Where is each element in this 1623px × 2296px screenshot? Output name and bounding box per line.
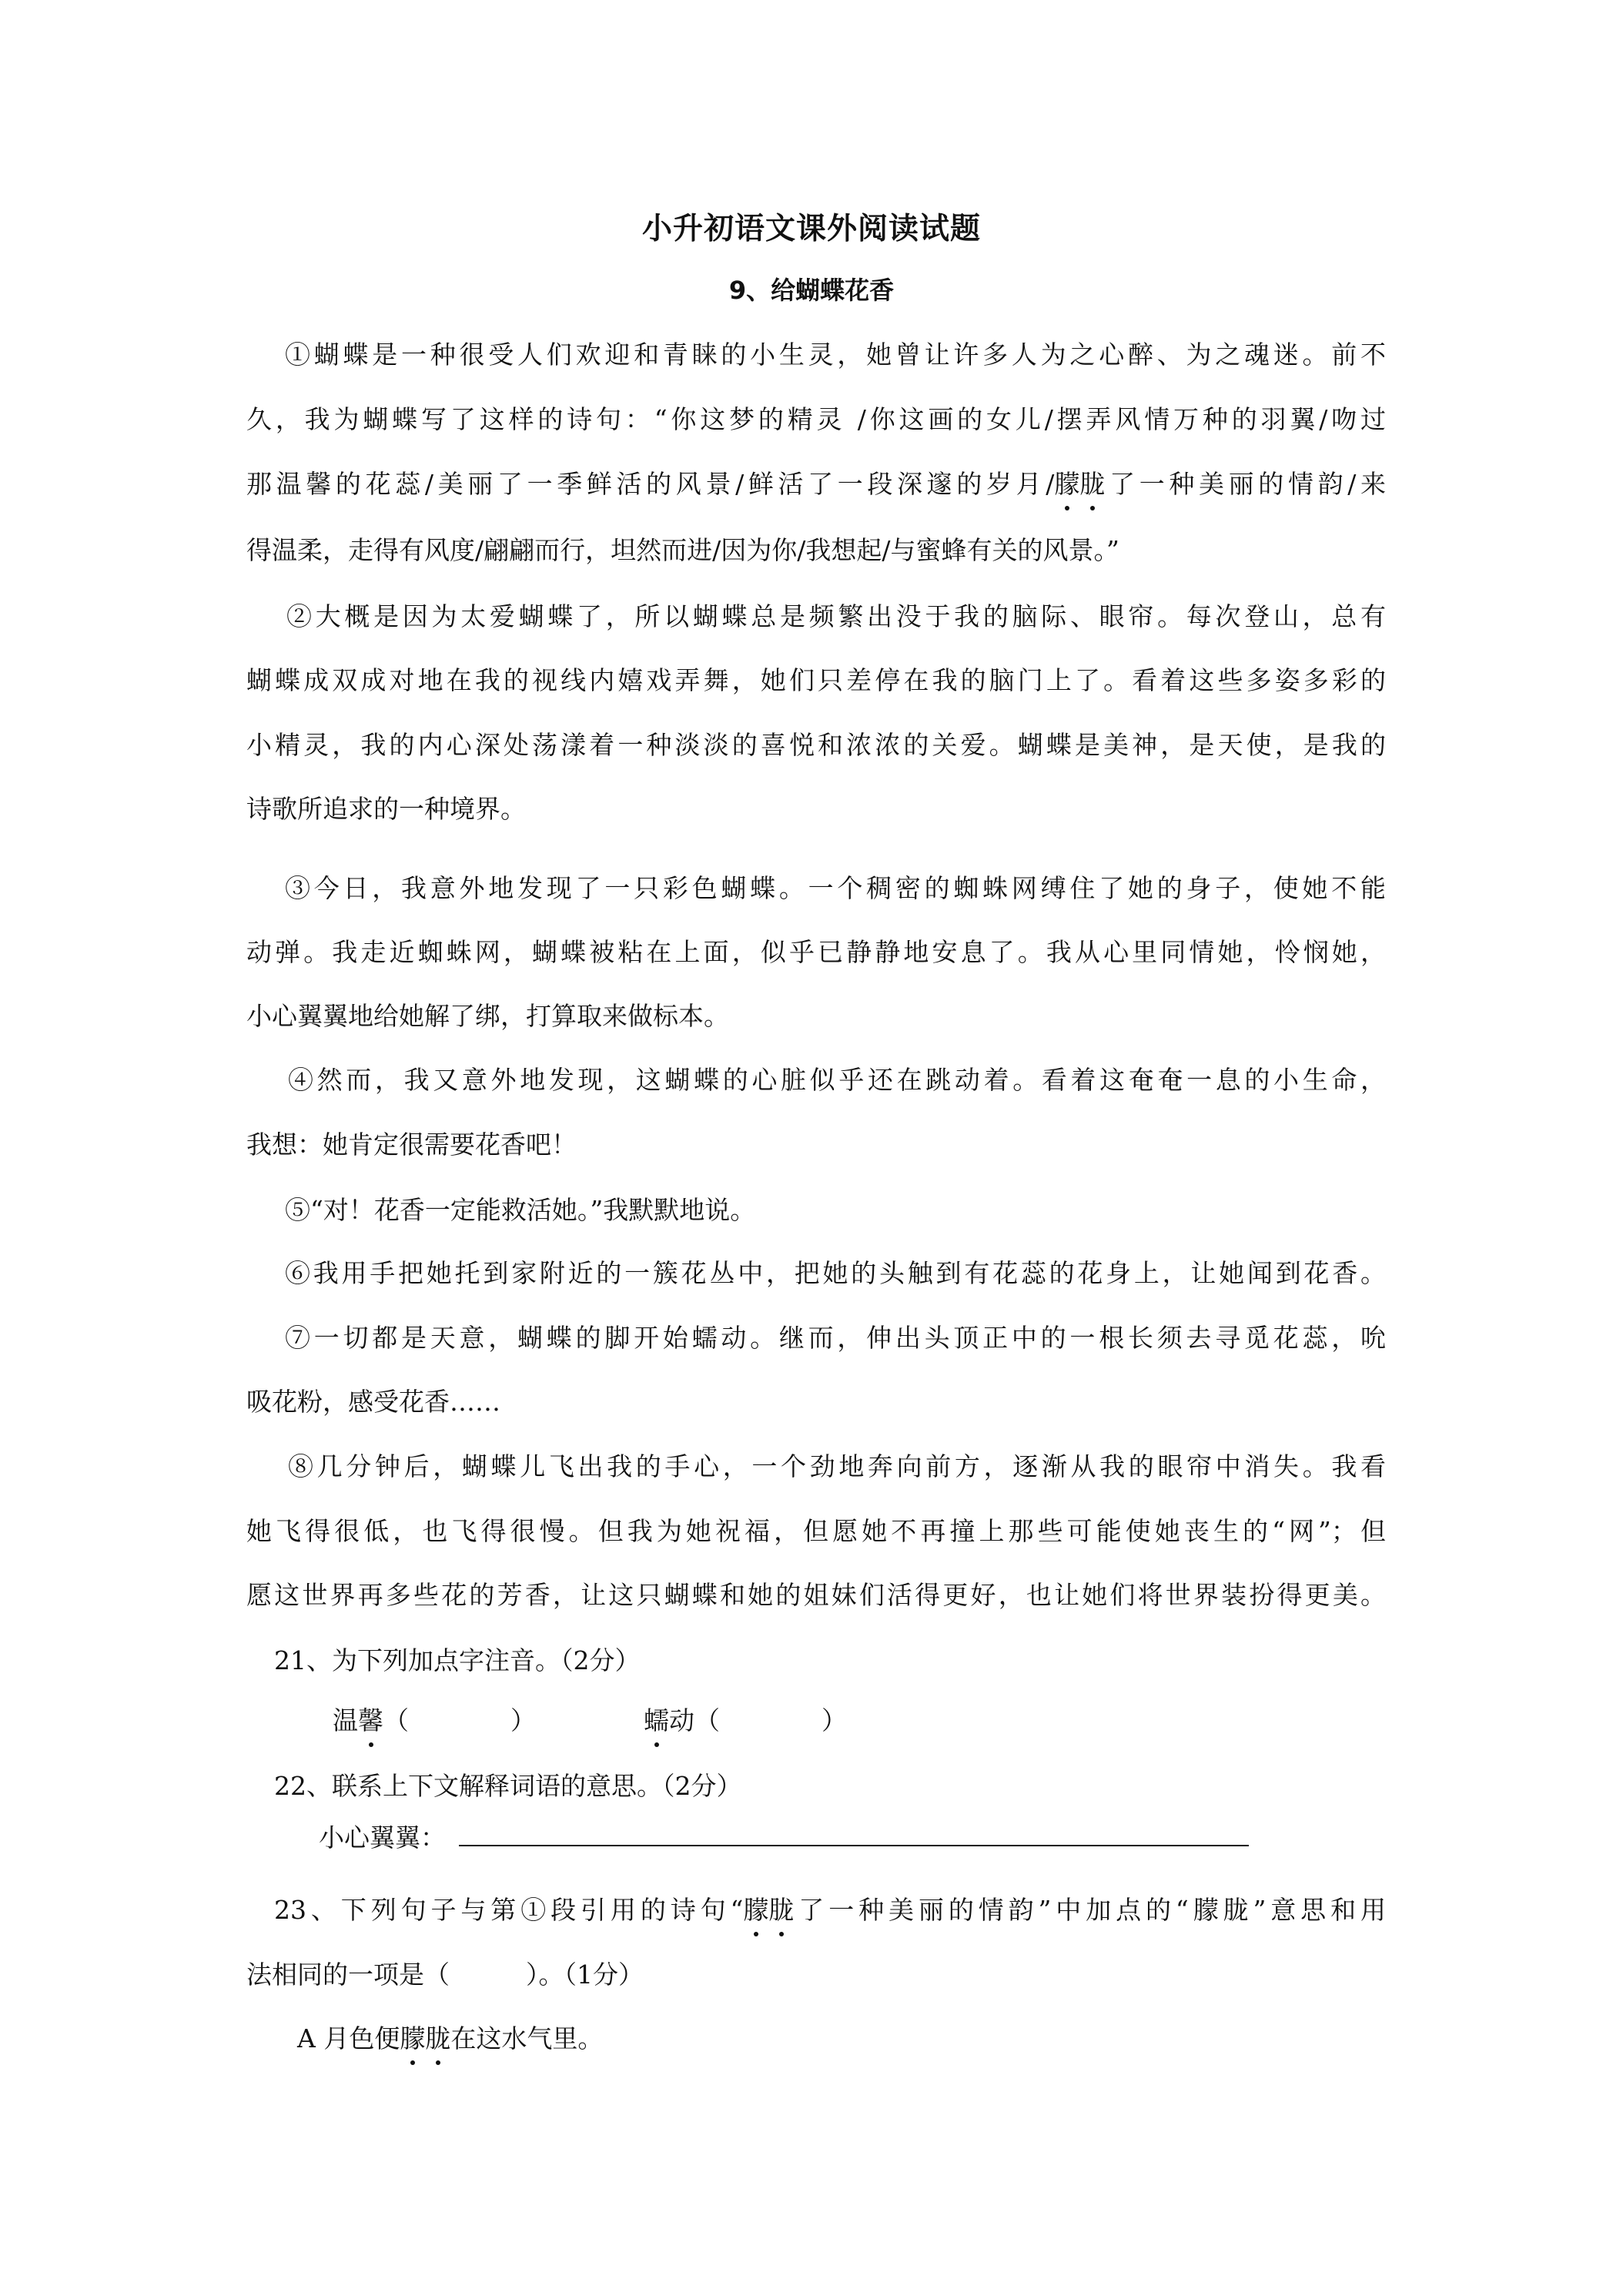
- paragraph-1-line-3: [246, 465, 1386, 504]
- paragraph-1-line-3-text-a: 那温馨的花蕊/美丽了一季鲜活的风景/鲜活了一段深邃的岁月/: [246, 469, 1055, 499]
- q23-dotted-char-long: 胧: [768, 1891, 794, 1930]
- page-title: 小升初语文课外阅读试题: [641, 212, 981, 246]
- dotted-char-meng: 朦: [1054, 465, 1079, 504]
- q21-dotted-char-ru: 蠕: [644, 1702, 669, 1740]
- question-21-prompt: 21、为下列加点字注音。（2分）: [274, 1645, 641, 1675]
- paragraph-1-line-1: ①蝴蝶是一种很受人们欢迎和青睐的小生灵，她曾让许多人为之心醉、为之魂迷。前不: [285, 340, 1386, 370]
- q23-line1-text-b: 了一种美丽的情韵”中加点的“朦胧”意思和用: [794, 1895, 1386, 1925]
- paragraph-1-line-2: 久，我为蝴蝶写了这样的诗句：“你这梦的精灵 /你这画的女儿/摆弄风情万种的羽翼/吻过: [246, 404, 1386, 434]
- q21-dotted-char-xin: 馨: [358, 1702, 383, 1740]
- paragraph-4-line-2: 我想：她肯定很需要花香吧！: [246, 1130, 577, 1160]
- question-22-answer-line[interactable]: [459, 1845, 1249, 1846]
- paragraph-7-line-1: ⑦一切都是天意，蝴蝶的脚开始蠕动。继而，伸出头顶正中的一根长须去寻觅花蕊，吮: [285, 1323, 1386, 1353]
- dotted-char-long: 胧: [1079, 465, 1105, 504]
- q21-word2-char2: 动: [669, 1705, 694, 1735]
- question-23-option-a: [297, 2020, 1437, 2058]
- question-23-line-1: [274, 1891, 1386, 1930]
- q23-option-a-dotted-meng: 朦: [400, 2020, 425, 2058]
- paragraph-3-line-2: 动弹。我走近蜘蛛网，蝴蝶被粘在上面，似乎已静静地安息了。我从心里同情她，怜悯她，: [246, 937, 1386, 967]
- q21-answer-blank-2[interactable]: （ ）: [694, 1705, 847, 1735]
- q23-dotted-char-meng: 朦: [743, 1891, 768, 1930]
- paragraph-2-line-2: 蝴蝶成双成对地在我的视线内嬉戏弄舞，她们只差停在我的脑门上了。看着这些多姿多彩的: [246, 665, 1386, 695]
- paragraph-2-line-1: ②大概是因为太爱蝴蝶了，所以蝴蝶总是频繁出没于我的脑际、眼帘。每次登山，总有: [286, 601, 1386, 631]
- paragraph-4-line-1: ④然而，我又意外地发现，这蝴蝶的心脏似乎还在跳动着。看着这奄奄一息的小生命，: [288, 1065, 1386, 1095]
- q23-line1-text-a: 23、下列句子与第①段引用的诗句“: [274, 1895, 744, 1925]
- question-22-term: 小心翼翼：: [319, 1822, 446, 1853]
- q23-option-a-text-b: 在这水气里。: [450, 2023, 604, 2053]
- paragraph-8-line-1: ⑧几分钟后，蝴蝶儿飞出我的手心，一个劲地奔向前方，逐渐从我的眼帘中消失。我看: [288, 1451, 1386, 1481]
- paragraph-8-line-3: 愿这世界再多些花的芳香，让这只蝴蝶和她的姐妹们活得更好，也让她们将世界装扮得更美。: [246, 1580, 1386, 1610]
- question-22-prompt: 22、联系上下文解释词语的意思。（2分）: [274, 1771, 742, 1801]
- q23-option-a-text-a: A 月色便: [297, 2023, 400, 2053]
- question-23-line-2: 法相同的一项是（ ）。（1分）: [246, 1960, 644, 1990]
- q21-word1-char1: 温: [333, 1705, 358, 1735]
- paragraph-6-line-1: ⑥我用手把她托到家附近的一簇花丛中，把她的头触到有花蕊的花身上，让她闻到花香。: [285, 1258, 1386, 1288]
- question-21-items: [333, 1702, 1472, 1740]
- paragraph-2-line-3: 小精灵，我的内心深处荡漾着一种淡淡的喜悦和浓浓的关爱。蝴蝶是美神，是天使，是我的: [246, 730, 1386, 760]
- q23-option-a-dotted-long: 胧: [425, 2020, 450, 2058]
- paragraph-2-line-4: 诗歌所追求的一种境界。: [246, 794, 526, 824]
- paragraph-1-line-4: 得温柔，走得有风度/翩翩而行，坦然而进/因为你/我想起/与蜜蜂有关的风景。”: [246, 535, 1119, 565]
- paragraph-5-line-1: ⑤“对！花香一定能救活她。”我默默地说。: [285, 1195, 756, 1225]
- paragraph-7-line-2: 吸花粉，感受花香……: [246, 1387, 500, 1417]
- paragraph-8-line-2: 她飞得很低，也飞得很慢。但我为她祝福，但愿她不再撞上那些可能使她丧生的“网”；但: [246, 1516, 1386, 1546]
- passage-title: 9、给蝴蝶花香: [728, 276, 895, 305]
- paragraph-3-line-3: 小心翼翼地给她解了绑，打算取来做标本。: [246, 1001, 729, 1031]
- paragraph-3-line-1: ③今日，我意外地发现了一只彩色蝴蝶。一个稠密的蜘蛛网缚住了她的身子，使她不能: [285, 873, 1386, 903]
- q21-answer-blank-1[interactable]: （ ）: [383, 1705, 536, 1735]
- paragraph-1-line-3-text-b: 了一种美丽的情韵/来: [1105, 469, 1386, 499]
